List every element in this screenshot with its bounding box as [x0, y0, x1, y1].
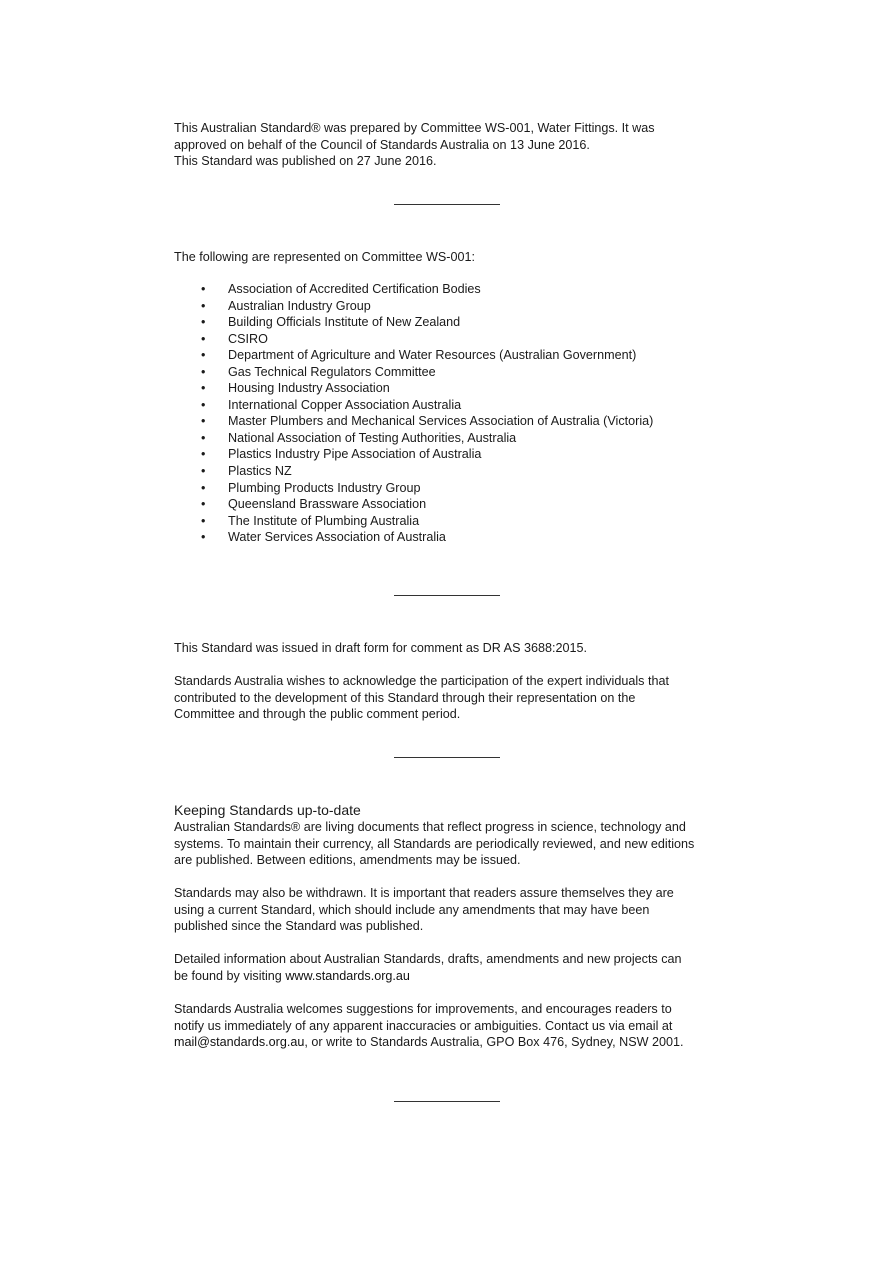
text-line: notify us immediately of any apparent inaccuracies or ambiguities. Contact us via email at — [174, 1018, 673, 1033]
text-line: This Standard was published on 27 June 2016. — [174, 154, 437, 169]
bullet: • — [201, 364, 206, 379]
list-item: • CSIRO — [201, 331, 268, 346]
text-line: are published. Between editions, amendments may be issued. — [174, 853, 521, 868]
list-item: • Gas Technical Regulators Committee — [201, 364, 436, 379]
list-item: • Water Services Association of Australia — [201, 530, 446, 545]
text-line: Detailed information about Australian Standards, drafts, amendments and new projects can — [174, 952, 682, 966]
withdrawal-paragraph — [174, 885, 734, 935]
list-item: • Master Plumbers and Mechanical Services Association of Australia (Victoria) — [201, 414, 654, 429]
bullet: • — [201, 282, 206, 296]
email-link[interactable]: mail@standards.org.au — [174, 1035, 305, 1050]
text-line: be found by visiting www.standards.org.au — [174, 968, 410, 983]
list-item: • Association of Accredited Certification Bodies — [201, 282, 481, 296]
section-divider — [394, 204, 500, 205]
list-item: • National Association of Testing Authorities, Australia — [201, 430, 517, 445]
text-line: approved on behalf of the Council of Standards Australia on 13 June 2016. — [174, 137, 590, 152]
website-link[interactable]: www.standards.org.au — [285, 968, 410, 983]
committee-intro: The following are represented on Committee WS-001: — [174, 250, 475, 264]
text-line: published since the Standard was published. — [174, 919, 424, 934]
list-item: • Australian Industry Group — [201, 298, 371, 313]
bullet: • — [201, 447, 206, 462]
bullet: • — [201, 513, 206, 528]
bullet: • — [201, 480, 206, 495]
text-line: Australian Standards® are living documents that reflect progress in science, technology and — [174, 820, 686, 834]
preparation-statement — [174, 120, 734, 170]
list-item: • Building Officials Institute of New Zealand — [201, 315, 461, 330]
bullet: • — [201, 464, 206, 479]
bullet: • — [201, 315, 206, 330]
text-line: using a current Standard, which should include any amendments that may have been — [174, 902, 650, 917]
text-line: Standards Australia wishes to acknowledge the participation of the expert individuals that — [174, 674, 669, 688]
bullet: • — [201, 298, 206, 313]
section-divider — [394, 1101, 500, 1102]
section-heading: Keeping Standards up-to-date — [174, 802, 361, 818]
text-line: Committee and through the public comment period. — [174, 707, 461, 722]
bullet: • — [201, 414, 206, 429]
bullet: • — [201, 381, 206, 396]
living-documents-paragraph — [174, 819, 734, 869]
acknowledgement-paragraph — [174, 673, 734, 723]
suggestions-paragraph — [174, 1001, 734, 1051]
list-item: • International Copper Association Australia — [201, 397, 462, 412]
list-item: • Department of Agriculture and Water Resources (Australian Government) — [201, 348, 637, 363]
text-line: Standards Australia welcomes suggestions for improvements, and encourages readers to — [174, 1002, 672, 1016]
bullet: • — [201, 430, 206, 445]
list-item: • Plastics Industry Pipe Association of Australia — [201, 447, 482, 462]
list-item: • Plastics NZ — [201, 464, 292, 479]
committee-member-list — [174, 281, 734, 546]
bullet: • — [201, 530, 206, 545]
bullet: • — [201, 497, 206, 512]
bullet: • — [201, 331, 206, 346]
section-divider — [394, 757, 500, 758]
section-divider — [394, 595, 500, 596]
text-line: This Australian Standard® was prepared by Committee WS-001, Water Fittings. It was — [174, 121, 655, 135]
text-line: contributed to the development of this Standard through their representation on the — [174, 690, 636, 705]
text-line: Standards may also be withdrawn. It is important that readers assure themselves they are — [174, 886, 674, 900]
text-line: systems. To maintain their currency, all Standards are periodically reviewed, and new editions — [174, 836, 695, 851]
information-paragraph — [174, 951, 734, 984]
text-line: mail@standards.org.au, or write to Standards Australia, GPO Box 476, Sydney, NSW 2001. — [174, 1035, 684, 1050]
list-item: • Plumbing Products Industry Group — [201, 480, 421, 495]
draft-statement: This Standard was issued in draft form for comment as DR AS 3688:2015. — [174, 641, 587, 655]
bullet: • — [201, 397, 206, 412]
bullet: • — [201, 348, 206, 363]
list-item: • Housing Industry Association — [201, 381, 390, 396]
list-item: • The Institute of Plumbing Australia — [201, 513, 420, 528]
list-item: • Queensland Brassware Association — [201, 497, 427, 512]
